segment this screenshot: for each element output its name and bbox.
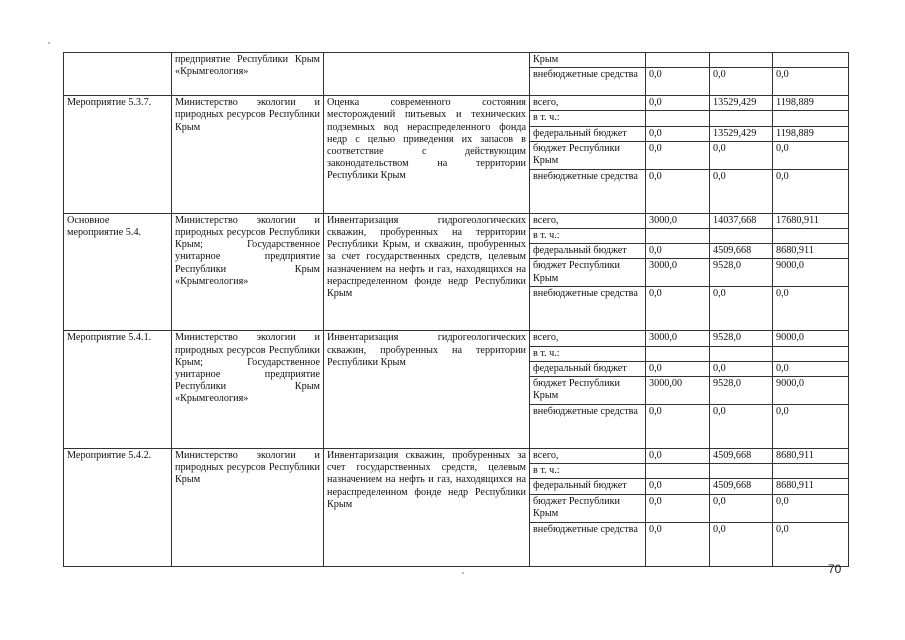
amount-cell: 17680,911 xyxy=(773,213,849,228)
executor-cell: Министерство экологии и природных ресурсов Республики Крым; Государственное унитарное предприятие Республики Крым «Крымгеология» xyxy=(172,213,324,331)
table-body xyxy=(64,53,849,567)
funding-source-cell: всего, xyxy=(530,96,646,111)
funding-source-cell: в т. ч.: xyxy=(530,229,646,244)
funding-source-cell: всего, xyxy=(530,213,646,228)
funding-source-cell: федеральный бюджет xyxy=(530,244,646,259)
amount-cell: 0,0 xyxy=(646,405,710,449)
amount-cell: 3000,00 xyxy=(646,377,710,405)
executor-cell: Министерство экологии и природных ресурсов Республики Крым; Государственное унитарное предприятие Республики Крым «Крымгеология» xyxy=(172,331,324,449)
funding-source-cell: всего, xyxy=(530,449,646,464)
amount-cell: 0,0 xyxy=(710,494,773,522)
event-cell xyxy=(64,53,172,96)
amount-cell: 0,0 xyxy=(710,141,773,169)
amount-cell: 9000,0 xyxy=(773,331,849,346)
amount-cell: 4509,668 xyxy=(710,244,773,259)
amount-cell: 9000,0 xyxy=(773,259,849,287)
amount-cell: 1198,889 xyxy=(773,96,849,111)
amount-cell: 0,0 xyxy=(646,361,710,376)
program-financing-table xyxy=(63,52,849,567)
description-cell: Инвентаризация гидрогеологических скважин, пробуренных на территории Республики Крым xyxy=(324,331,530,449)
amount-cell: 0,0 xyxy=(773,68,849,96)
funding-source-cell: в т. ч.: xyxy=(530,111,646,126)
amount-cell xyxy=(710,53,773,68)
amount-cell: 0,0 xyxy=(710,405,773,449)
scan-speck xyxy=(462,572,464,574)
executor-cell: Министерство экологии и природных ресурсов Республики Крым xyxy=(172,96,324,214)
amount-cell: 3000,0 xyxy=(646,331,710,346)
page-number: 70 xyxy=(828,562,842,576)
document-page xyxy=(63,52,849,567)
amount-cell xyxy=(773,464,849,479)
amount-cell: 3000,0 xyxy=(646,259,710,287)
event-cell: Мероприятие 5.4.2. xyxy=(64,449,172,567)
amount-cell: 0,0 xyxy=(773,169,849,213)
amount-cell: 0,0 xyxy=(646,522,710,566)
amount-cell: 0,0 xyxy=(646,479,710,494)
amount-cell: 0,0 xyxy=(646,449,710,464)
amount-cell: 9528,0 xyxy=(710,377,773,405)
amount-cell: 0,0 xyxy=(710,287,773,331)
description-cell: Инвентаризация гидрогеологических скважин, пробуренных на территории Республики Крым, и скважин, пробуренных за счет государственных средств, целевым назначением на нефть и газ, находящихся на нераспределенном фонде недр Республики Крым xyxy=(324,213,530,331)
amount-cell xyxy=(773,346,849,361)
amount-cell xyxy=(773,53,849,68)
amount-cell: 8680,911 xyxy=(773,244,849,259)
amount-cell: 9000,0 xyxy=(773,377,849,405)
table-row xyxy=(64,53,849,68)
amount-cell xyxy=(710,346,773,361)
funding-source-cell: Крым xyxy=(530,53,646,68)
amount-cell: 0,0 xyxy=(710,169,773,213)
amount-cell xyxy=(646,53,710,68)
amount-cell xyxy=(710,229,773,244)
amount-cell xyxy=(646,346,710,361)
amount-cell: 0,0 xyxy=(646,244,710,259)
amount-cell xyxy=(773,111,849,126)
amount-cell xyxy=(710,111,773,126)
amount-cell xyxy=(646,111,710,126)
amount-cell xyxy=(710,464,773,479)
amount-cell: 3000,0 xyxy=(646,213,710,228)
amount-cell: 0,0 xyxy=(646,141,710,169)
funding-source-cell: внебюджетные средства xyxy=(530,169,646,213)
funding-source-cell: бюджет Республики Крым xyxy=(530,259,646,287)
funding-source-cell: внебюджетные средства xyxy=(530,287,646,331)
amount-cell: 0,0 xyxy=(773,522,849,566)
executor-cell: предприятие Республики Крым «Крымгеология» xyxy=(172,53,324,96)
event-cell: Мероприятие 5.4.1. xyxy=(64,331,172,449)
amount-cell: 0,0 xyxy=(773,141,849,169)
description-cell: Инвентаризация скважин, пробуренных за счет государственных средств, целевым назначением на нефть и газ, находящихся на нераспределенном фонде недр Республики Крым xyxy=(324,449,530,567)
amount-cell: 8680,911 xyxy=(773,479,849,494)
amount-cell: 0,0 xyxy=(646,96,710,111)
amount-cell: 0,0 xyxy=(710,361,773,376)
funding-source-cell: всего, xyxy=(530,331,646,346)
amount-cell: 0,0 xyxy=(646,287,710,331)
amount-cell: 0,0 xyxy=(710,522,773,566)
amount-cell: 0,0 xyxy=(773,287,849,331)
amount-cell xyxy=(773,229,849,244)
funding-source-cell: бюджет Республики Крым xyxy=(530,494,646,522)
table-row xyxy=(64,331,849,346)
amount-cell: 8680,911 xyxy=(773,449,849,464)
amount-cell: 14037,668 xyxy=(710,213,773,228)
amount-cell: 0,0 xyxy=(646,169,710,213)
funding-source-cell: в т. ч.: xyxy=(530,346,646,361)
table-row xyxy=(64,449,849,464)
funding-source-cell: бюджет Республики Крым xyxy=(530,377,646,405)
amount-cell: 0,0 xyxy=(710,68,773,96)
description-cell xyxy=(324,53,530,96)
funding-source-cell: внебюджетные средства xyxy=(530,405,646,449)
event-cell: Мероприятие 5.3.7. xyxy=(64,96,172,214)
amount-cell: 0,0 xyxy=(646,68,710,96)
funding-source-cell: внебюджетные средства xyxy=(530,68,646,96)
amount-cell: 4509,668 xyxy=(710,449,773,464)
amount-cell: 0,0 xyxy=(646,494,710,522)
funding-source-cell: федеральный бюджет xyxy=(530,361,646,376)
amount-cell: 1198,889 xyxy=(773,126,849,141)
funding-source-cell: внебюджетные средства xyxy=(530,522,646,566)
funding-source-cell: федеральный бюджет xyxy=(530,479,646,494)
funding-source-cell: федеральный бюджет xyxy=(530,126,646,141)
amount-cell: 4509,668 xyxy=(710,479,773,494)
funding-source-cell: в т. ч.: xyxy=(530,464,646,479)
amount-cell: 0,0 xyxy=(773,405,849,449)
amount-cell: 0,0 xyxy=(773,494,849,522)
event-cell: Основное мероприятие 5.4. xyxy=(64,213,172,331)
scan-speck xyxy=(48,42,50,44)
table-row xyxy=(64,213,849,228)
amount-cell: 9528,0 xyxy=(710,331,773,346)
amount-cell xyxy=(646,464,710,479)
table-row xyxy=(64,96,849,111)
amount-cell: 13529,429 xyxy=(710,126,773,141)
amount-cell: 13529,429 xyxy=(710,96,773,111)
funding-source-cell: бюджет Республики Крым xyxy=(530,141,646,169)
amount-cell: 0,0 xyxy=(773,361,849,376)
description-cell: Оценка современного состояния месторождений питьевых и технических подземных вод нераспределенного фонда недр с целью приведения их запасов в соответствие с действующим законодательством на территории Республики Крым xyxy=(324,96,530,214)
amount-cell xyxy=(646,229,710,244)
executor-cell: Министерство экологии и природных ресурсов Республики Крым xyxy=(172,449,324,567)
amount-cell: 0,0 xyxy=(646,126,710,141)
amount-cell: 9528,0 xyxy=(710,259,773,287)
